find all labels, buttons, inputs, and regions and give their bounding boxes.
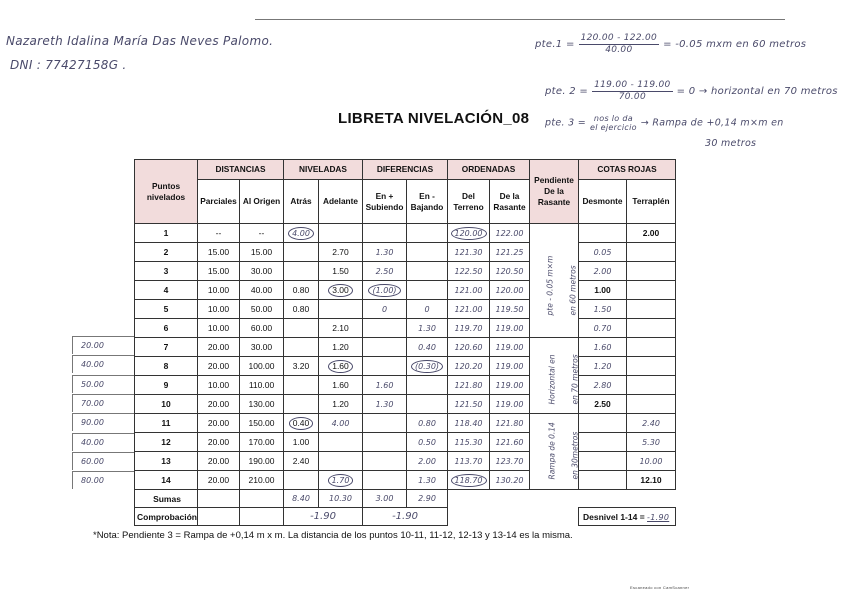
comprobacion-niveladas: -1.90 — [284, 508, 363, 526]
cell-tpl — [627, 300, 676, 319]
cell-des: 0.70 — [579, 319, 627, 338]
left-distance: 90.00 — [72, 413, 134, 431]
cell-baj — [407, 262, 448, 281]
cell-p: 11 — [135, 414, 198, 433]
cell-ter — [448, 224, 490, 243]
cell-sub — [363, 433, 407, 452]
col-pendiente: Pendiente De la Rasante — [530, 160, 579, 224]
col-puntos: Puntos nivelados — [135, 160, 198, 224]
cell-par: 15.00 — [198, 243, 240, 262]
cell-baj — [407, 395, 448, 414]
cell-ter: 121.00 — [448, 300, 490, 319]
cell-p: 1 — [135, 224, 198, 243]
table-row — [135, 471, 676, 490]
cell-ade: 1.20 — [319, 338, 363, 357]
pend-s3-b: en 30metros — [570, 431, 580, 480]
cell-ras: 121.80 — [490, 414, 530, 433]
cell-tpl — [627, 338, 676, 357]
student-name: Nazareth Idalina María Das Neves Palomo. — [6, 34, 274, 48]
cell-par: 20.00 — [198, 357, 240, 376]
cell-sub — [363, 281, 407, 300]
cell-ori: 110.00 — [240, 376, 284, 395]
student-dni: DNI : 77427158G . — [10, 58, 127, 72]
cell-tpl: 10.00 — [627, 452, 676, 471]
cell-ade: 1.20 — [319, 395, 363, 414]
circled-value: (0.30) — [411, 360, 443, 373]
sumas-atras: 8.40 — [284, 490, 319, 508]
cell-par: 20.00 — [198, 433, 240, 452]
cell-p: 4 — [135, 281, 198, 300]
circled-value: 1.60 — [328, 360, 353, 373]
cell-tpl — [627, 243, 676, 262]
cell-ade — [319, 471, 363, 490]
cell-baj — [407, 243, 448, 262]
left-distance: 20.00 — [72, 336, 134, 354]
cell-par: 20.00 — [198, 395, 240, 414]
page-title: LIBRETA NIVELACIÓN_08 — [338, 110, 530, 127]
col-niveladas: NIVELADAS — [284, 160, 363, 180]
cell-atr — [284, 224, 319, 243]
cell-baj: 0.80 — [407, 414, 448, 433]
desnivel-value: -1.90 — [647, 512, 670, 522]
col-distancias: DISTANCIAS — [198, 160, 284, 180]
cell-ter: 121.30 — [448, 243, 490, 262]
cell-sub — [363, 319, 407, 338]
cell-par: 10.00 — [198, 376, 240, 395]
table-row — [135, 281, 676, 300]
pte1-formula — [535, 33, 806, 56]
table-row — [135, 338, 676, 357]
cell-atr: 2.40 — [284, 452, 319, 471]
cell-ras: 121.60 — [490, 433, 530, 452]
cell-ade — [319, 224, 363, 243]
cell-baj — [407, 357, 448, 376]
cell-par: 20.00 — [198, 452, 240, 471]
cell-ter: 119.70 — [448, 319, 490, 338]
pte3-label: pte. 3 = — [545, 117, 587, 129]
comprobacion-row — [135, 508, 676, 526]
cell-ras: 119.00 — [490, 338, 530, 357]
table-row — [135, 395, 676, 414]
cell-tpl — [627, 357, 676, 376]
cell-tpl — [627, 376, 676, 395]
table-row — [135, 319, 676, 338]
pendiente-cell — [530, 224, 579, 243]
pte1-num: 120.00 - 122.00 — [580, 33, 658, 43]
cell-p: 5 — [135, 300, 198, 319]
cell-baj: 0 — [407, 300, 448, 319]
left-distance: 60.00 — [72, 452, 134, 470]
table-row — [135, 300, 676, 319]
table-row — [135, 433, 676, 452]
col-adelante: Adelante — [319, 180, 363, 224]
pte2-fraction — [592, 80, 672, 103]
sumas-bajando: 2.90 — [407, 490, 448, 508]
cell-tpl — [627, 395, 676, 414]
cell-par: -- — [198, 224, 240, 243]
table-row — [135, 357, 676, 376]
cell-baj: 1.30 — [407, 471, 448, 490]
cell-ori: 100.00 — [240, 357, 284, 376]
table-row — [135, 414, 676, 433]
cell-ori: 170.00 — [240, 433, 284, 452]
cell-par: 10.00 — [198, 281, 240, 300]
circled-value: 0.40 — [289, 417, 314, 430]
pte2-result: = 0 → horizontal en 70 metros — [676, 86, 838, 97]
pte3-result: → Rampa de +0,14 m×m en — [640, 117, 784, 129]
cell-p: 9 — [135, 376, 198, 395]
cell-par: 20.00 — [198, 338, 240, 357]
col-cotas: COTAS ROJAS — [579, 160, 676, 180]
cell-tpl: 5.30 — [627, 433, 676, 452]
cell-p: 2 — [135, 243, 198, 262]
cell-ori: 190.00 — [240, 452, 284, 471]
cell-ori: 150.00 — [240, 414, 284, 433]
cell-ade: 1.50 — [319, 262, 363, 281]
cell-ori: 130.00 — [240, 395, 284, 414]
table-row — [135, 262, 676, 281]
cell-des — [579, 471, 627, 490]
cell-par: 10.00 — [198, 300, 240, 319]
leveling-table — [134, 159, 676, 526]
cell-baj — [407, 281, 448, 300]
left-distance: 50.00 — [72, 375, 134, 393]
cell-baj: 2.00 — [407, 452, 448, 471]
cell-sub — [363, 414, 407, 433]
cell-ter — [448, 471, 490, 490]
pte2-num: 119.00 - 119.00 — [594, 80, 671, 90]
desnivel-cell — [579, 508, 676, 526]
pte3-line2: 30 metros — [705, 138, 757, 149]
cell-par: 20.00 — [198, 414, 240, 433]
cell-baj — [407, 376, 448, 395]
cell-tpl — [627, 262, 676, 281]
cell-ter: 120.20 — [448, 357, 490, 376]
cell-p: 14 — [135, 471, 198, 490]
pend-s3-a: Rampa de 0.14 — [547, 422, 557, 480]
desnivel-label: Desnivel 1-14 = — [583, 511, 645, 522]
cell-sub — [363, 338, 407, 357]
pte1-den: 40.00 — [605, 45, 633, 55]
cell-ade — [319, 300, 363, 319]
col-rasante: De la Rasante — [490, 180, 530, 224]
left-distance: 40.00 — [72, 433, 134, 451]
cell-des — [579, 224, 627, 243]
cell-ori: 50.00 — [240, 300, 284, 319]
cell-atr — [284, 243, 319, 262]
table-row — [135, 243, 676, 262]
cell-sub — [363, 224, 407, 243]
col-terreno: Del Terreno — [448, 180, 490, 224]
cell-ade — [319, 281, 363, 300]
cell-tpl: 2.40 — [627, 414, 676, 433]
cell-p: 10 — [135, 395, 198, 414]
cell-tpl: 12.10 — [627, 471, 676, 490]
cell-sub: 2.50 — [363, 262, 407, 281]
nota-text: *Nota: Pendiente 3 = Rampa de +0,14 m x m. La distancia de los puntos 10-11, 11-12, 12-13 y 13-14 es la misma. — [93, 530, 573, 541]
cell-p: 3 — [135, 262, 198, 281]
comprobacion-diferencias: -1.90 — [363, 508, 448, 526]
cell-ter: 121.80 — [448, 376, 490, 395]
cell-ter: 121.50 — [448, 395, 490, 414]
col-parciales: Parciales — [198, 180, 240, 224]
cell-atr — [284, 262, 319, 281]
cell-sub — [363, 471, 407, 490]
cell-ras: 120.50 — [490, 262, 530, 281]
cell-ori: 40.00 — [240, 281, 284, 300]
left-distance: 40.00 — [72, 355, 134, 373]
cell-p: 7 — [135, 338, 198, 357]
cell-des: 0.05 — [579, 243, 627, 262]
cell-atr — [284, 471, 319, 490]
cell-ade: 4.00 — [319, 414, 363, 433]
pend-s1-b: en 60 metros — [568, 265, 578, 316]
cell-baj: 0.40 — [407, 338, 448, 357]
cell-par: 20.00 — [198, 471, 240, 490]
pte1-fraction — [579, 33, 659, 56]
cell-atr: 3.20 — [284, 357, 319, 376]
col-subiendo: En + Subiendo — [363, 180, 407, 224]
cell-atr — [284, 414, 319, 433]
cell-atr — [284, 395, 319, 414]
cell-atr — [284, 338, 319, 357]
cell-ras: 119.00 — [490, 395, 530, 414]
cell-sub: 1.30 — [363, 243, 407, 262]
pte2-formula — [545, 80, 838, 103]
cell-des: 2.50 — [579, 395, 627, 414]
cell-atr: 1.00 — [284, 433, 319, 452]
sumas-subiendo: 3.00 — [363, 490, 407, 508]
cell-des: 1.50 — [579, 300, 627, 319]
cell-p: 12 — [135, 433, 198, 452]
cell-ade — [319, 433, 363, 452]
pte1-label: pte.1 = — [535, 39, 575, 50]
cell-baj — [407, 224, 448, 243]
cell-ras: 130.20 — [490, 471, 530, 490]
cell-ras: 121.25 — [490, 243, 530, 262]
cell-ras: 119.50 — [490, 300, 530, 319]
pte1-result: = -0.05 mxm en 60 metros — [663, 39, 807, 50]
cell-ras: 120.00 — [490, 281, 530, 300]
cell-des: 1.00 — [579, 281, 627, 300]
cell-des: 1.20 — [579, 357, 627, 376]
cell-ori: 30.00 — [240, 262, 284, 281]
cell-sub — [363, 357, 407, 376]
cell-ter: 118.40 — [448, 414, 490, 433]
cell-des: 2.00 — [579, 262, 627, 281]
cell-ade: 1.60 — [319, 376, 363, 395]
circled-value: 120.00 — [451, 227, 487, 240]
cell-atr — [284, 376, 319, 395]
circled-value: 118.70 — [451, 474, 487, 487]
cell-des — [579, 414, 627, 433]
cell-p: 8 — [135, 357, 198, 376]
col-atras: Atrás — [284, 180, 319, 224]
cell-baj: 1.30 — [407, 319, 448, 338]
cell-ori: 30.00 — [240, 338, 284, 357]
cell-ras: 122.00 — [490, 224, 530, 243]
pte3-small: nos lo da el ejercicio — [590, 114, 637, 132]
cell-ter: 113.70 — [448, 452, 490, 471]
cell-des — [579, 433, 627, 452]
cell-ade — [319, 452, 363, 471]
scanner-footer: Escaneado con CamScanner — [630, 585, 690, 590]
cell-ter: 121.00 — [448, 281, 490, 300]
circled-value: 3.00 — [328, 284, 353, 297]
sumas-row — [135, 490, 676, 508]
table-row — [135, 452, 676, 471]
cell-par: 10.00 — [198, 319, 240, 338]
cell-atr — [284, 319, 319, 338]
top-rule — [255, 19, 785, 20]
comprobacion-label: Comprobación — [135, 508, 198, 526]
sumas-adelante: 10.30 — [319, 490, 363, 508]
pte2-den: 70.00 — [618, 92, 646, 102]
circled-value: 1.70 — [328, 474, 354, 487]
cell-tpl — [627, 319, 676, 338]
cell-des — [579, 452, 627, 471]
cell-ras: 123.70 — [490, 452, 530, 471]
table-row — [135, 224, 676, 243]
sumas-label: Sumas — [135, 490, 198, 508]
cell-sub: 1.30 — [363, 395, 407, 414]
pend-s2-a: Horizontal en — [547, 354, 557, 405]
cell-ter: 122.50 — [448, 262, 490, 281]
col-ordenadas: ORDENADAS — [448, 160, 530, 180]
cell-ter: 115.30 — [448, 433, 490, 452]
cell-tpl — [627, 281, 676, 300]
pte2-label: pte. 2 = — [545, 86, 589, 97]
col-diferencias: DIFERENCIAS — [363, 160, 448, 180]
cell-par: 15.00 — [198, 262, 240, 281]
cell-ade: 2.10 — [319, 319, 363, 338]
pend-s2-b: en 70 metros — [570, 354, 580, 405]
cell-ade — [319, 357, 363, 376]
circled-value: (1.00) — [368, 284, 400, 297]
cell-ori: 210.00 — [240, 471, 284, 490]
circled-value: 4.00 — [288, 227, 314, 240]
cell-atr: 0.80 — [284, 300, 319, 319]
pte3-formula — [545, 114, 784, 149]
cell-ter: 120.60 — [448, 338, 490, 357]
cell-ade: 2.70 — [319, 243, 363, 262]
cell-tpl: 2.00 — [627, 224, 676, 243]
cell-sub: 0 — [363, 300, 407, 319]
col-desmonte: Desmonte — [579, 180, 627, 224]
col-terraplen: Terraplén — [627, 180, 676, 224]
cell-des: 1.60 — [579, 338, 627, 357]
cell-p: 6 — [135, 319, 198, 338]
cell-ori: -- — [240, 224, 284, 243]
cell-ras: 119.00 — [490, 357, 530, 376]
cell-ori: 15.00 — [240, 243, 284, 262]
cell-sub — [363, 452, 407, 471]
cell-baj: 0.50 — [407, 433, 448, 452]
cell-sub: 1.60 — [363, 376, 407, 395]
cell-atr: 0.80 — [284, 281, 319, 300]
cell-ras: 119.00 — [490, 319, 530, 338]
pend-s1-a: pte - 0.05 m×m — [545, 255, 555, 316]
cell-ori: 60.00 — [240, 319, 284, 338]
cell-p: 13 — [135, 452, 198, 471]
left-distance: 80.00 — [72, 471, 134, 489]
col-origen: Al Origen — [240, 180, 284, 224]
cell-ras: 119.00 — [490, 376, 530, 395]
table-row — [135, 376, 676, 395]
cell-des: 2.80 — [579, 376, 627, 395]
left-distance: 70.00 — [72, 394, 134, 412]
col-bajando: En - Bajando — [407, 180, 448, 224]
